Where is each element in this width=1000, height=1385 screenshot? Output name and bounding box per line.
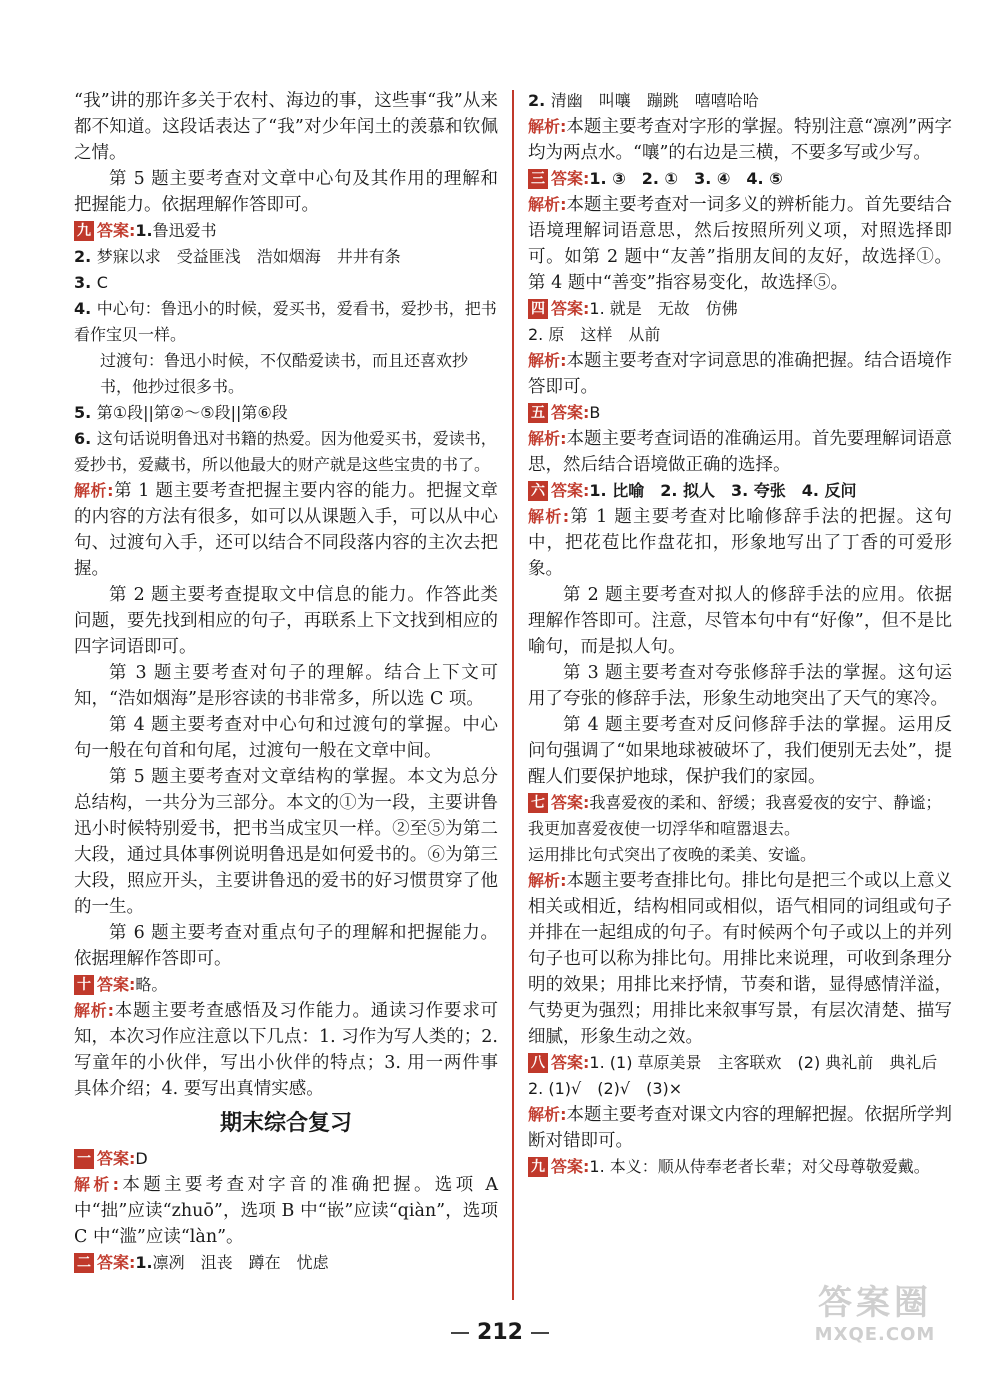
analysis-text: 本题主要考查词语的准确运用。首先要理解词语意思，然后结合语境做正确的选择。	[528, 429, 952, 475]
answer-text: 第①段||第②～⑤段||第⑥段	[96, 403, 288, 422]
answer-line: 九 答案:1.鲁迅爱书	[74, 218, 498, 244]
answer-text: 略。	[135, 975, 168, 994]
analysis-label: 解析	[74, 1175, 113, 1194]
answer-label: 答案	[551, 1157, 584, 1176]
answer-label: 答案	[551, 299, 584, 318]
analysis-text: 本题主要考查对课文内容的理解把握。依据所学判断对错即可。	[528, 1105, 952, 1151]
question-badge: 一	[74, 1149, 94, 1169]
answer-line: 一 答案:D	[74, 1146, 498, 1172]
question-badge: 二	[74, 1253, 94, 1273]
analysis-paragraph: 解析:本题主要考查词语的准确运用。首先要理解词语意思，然后结合语境做正确的选择。	[528, 429, 952, 475]
answer-line	[528, 88, 952, 114]
intro-paragraph: 第 5 题主要考查对文章中心句及其作用的理解和把握能力。依据理解作答即可。	[74, 169, 498, 215]
answer-line: 五 答案:B	[528, 400, 952, 426]
analysis-paragraph: 解析:本题主要考查对字词意思的准确把握。结合语境作答即可。	[528, 351, 952, 397]
analysis-paragraph: 解析:本题主要考查对字形的掌握。特别注意“凛冽”两字均为两点水。“嚷”的右边是三横，不要多写或少写。	[528, 117, 952, 163]
analysis-paragraph: 解析:本题主要考查对课文内容的理解把握。依据所学判断对错即可。	[528, 1105, 952, 1151]
answer-text: 2. 原 这样 从前	[528, 325, 661, 344]
answer-text: 1. (1) 草原美景 主客联欢 (2) 典礼前 典礼后	[589, 1053, 938, 1072]
analysis-label: 解析	[528, 507, 563, 526]
analysis-text: 本题主要考查排比句。排比句是把三个或以上意义相关或相近，结构相同或相似，语气相同的词组或句子并排在一起组成的句子。有时候两个句子或以上的并列句子也可以称为排比句。用排比来说理，可收到条理分明的效果；用排比来抒情，节奏和谐，显得感情洋溢，气势更为强烈；用排比来叙事写景，有层次清楚、描写细腻，形象生动之效。	[528, 871, 952, 1047]
analysis-text: 第 1 题主要考查对比喻修辞手法的把握。这句中，把花苞比作盘花扣，形象地写出了丁香的可爱形象。	[528, 507, 952, 579]
answer-line: 四 答案:1. 就是 无故 仿佛	[528, 296, 952, 322]
analysis-paragraph: 解析:本题主要考查对字音的准确把握。选项 A 中“拙”应读“zhuō”，选项 B 中“嵌”应读“qiàn”，选项 C 中“滥”应读“làn”。	[74, 1175, 498, 1247]
answer-line	[74, 426, 498, 478]
answer-label: 答案	[551, 481, 584, 500]
answer-text: 这句话说明鲁迅对书籍的热爱。因为他爱买书，爱读书，爱抄书，爱藏书，所以他最大的财产就是这些宝贵的书了。	[74, 429, 497, 474]
answer-num: 2.	[74, 247, 92, 266]
analysis-text: 第 1 题主要考查把握主要内容的能力。把握文章的内容的方法有很多，如可以从课题入手，可以从中心句、过渡句入手，还可以结合不同段落内容的主次去把握。	[74, 481, 498, 579]
answer-label: 答案	[97, 1149, 130, 1168]
analysis-label: 解析	[528, 1105, 561, 1124]
answer-text: 过渡句：鲁迅小时候，不仅酷爱读书，而且还喜欢抄书，他抄过很多书。	[100, 351, 469, 396]
question-badge: 六	[528, 481, 548, 501]
section-title: 期末综合复习	[219, 1111, 352, 1136]
answer-text: 我喜爱夜的柔和、舒缓；我喜爱夜的安宁、静谧；我更加喜爱夜使一切浮华和喧嚣退去。	[528, 793, 942, 838]
analysis-label: 解析	[528, 351, 561, 370]
question-badge: 九	[528, 1157, 548, 1177]
analysis-text: 本题主要考查感悟及习作能力。通读习作要求可知，本次习作应注意以下几点：1. 习作为写人类的；2. 写童年的小伙伴，写出小伙伴的特点；3. 用一两件事具体介绍；4. 要写出真情实感。	[74, 1001, 498, 1099]
analysis-paragraph: 解析:第 1 题主要考查把握主要内容的能力。把握文章的内容的方法有很多，如可以从课题入手，可以从中心句、过渡句入手，还可以结合不同段落内容的主次去把握。	[74, 481, 498, 579]
answer-label: 答案	[551, 1053, 584, 1072]
analysis-paragraph: 解析:本题主要考查排比句。排比句是把三个或以上意义相关或相近，结构相同或相似，语气相同的词组或句子并排在一起组成的句子。有时候两个句子或以上的并列句子也可以称为排比句。用排比来说理，可收到条理分明的效果；用排比来抒情，节奏和谐，显得感情洋溢，气势更为强烈；用排比来叙事写景，有层次清楚、描写细腻，形象生动之效。	[528, 871, 952, 1047]
analysis-paragraph: 解析:本题主要考查感悟及习作能力。通读习作要求可知，本次习作应注意以下几点：1. 习作为写人类的；2. 写童年的小伙伴，写出小伙伴的特点；3. 用一两件事具体介绍；4. 要写出真情实感。	[74, 1001, 498, 1099]
answer-label: 答案	[551, 169, 584, 188]
question-badge: 三	[528, 169, 548, 189]
answer-text: 2. (1)√ (2)√ (3)×	[528, 1079, 683, 1098]
question-badge: 四	[528, 299, 548, 319]
question-badge: 五	[528, 403, 548, 423]
answer-text: 中心句：鲁迅小的时候，爱买书，爱看书，爱抄书，把书看作宝贝一样。	[74, 299, 497, 344]
answer-text: 鲁迅爱书	[152, 221, 217, 240]
analysis-paragraph: 第 4 题主要考查对反问修辞手法的掌握。运用反问句强调了“如果地球被破坏了，我们便别无去处”，提醒人们要保护地球，保护我们的家园。	[528, 715, 952, 787]
analysis-label: 解析	[528, 871, 561, 890]
analysis-label: 解析	[528, 429, 561, 448]
answer-text: 凛冽 沮丧 蹲在 忧虑	[152, 1253, 329, 1272]
answer-line: 八 答案:1. (1) 草原美景 主客联欢 (2) 典礼前 典礼后	[528, 1050, 952, 1076]
left-column	[74, 88, 498, 1276]
answer-line: 三 答案:1. ③ 2. ① 3. ④ 4. ⑤	[528, 166, 952, 192]
analysis-paragraph: 解析:第 1 题主要考查对比喻修辞手法的把握。这句中，把花苞比作盘花扣，形象地写出了丁香的可爱形象。	[528, 507, 952, 579]
analysis-text: 本题主要考查对一词多义的辨析能力。首先要结合语境理解词语意思，然后按照所列义项，对照选择即可。如第 2 题中“友善”指朋友间的友好，故选择①。第 4 题中“善变”指容易变化，故选择⑤。	[528, 195, 952, 293]
analysis-paragraph: 解析:本题主要考查对一词多义的辨析能力。首先要结合语境理解词语意思，然后按照所列义项，对照选择即可。如第 2 题中“友善”指朋友间的友好，故选择①。第 4 题中“善变”指容易变化，故选择⑤。	[528, 195, 952, 293]
answer-num: 2.	[528, 91, 546, 110]
answer-line: 十 答案:略。	[74, 972, 498, 998]
answer-text: B	[589, 403, 601, 422]
answer-num: 3.	[74, 273, 92, 292]
answer-line	[528, 1076, 952, 1102]
analysis-label: 解析	[528, 117, 561, 136]
answer-line	[74, 400, 498, 426]
analysis-paragraph: 第 5 题主要考查对文章结构的掌握。本文为总分总结构，一共分为三部分。本文的①为一段，主要讲鲁迅小时候特别爱书，把书当成宝贝一样。②至⑤为第二大段，通过具体事例说明鲁迅是如何爱书的。⑥为第三大段，照应开头，主要讲鲁迅的爱书的好习惯贯穿了他的一生。	[74, 767, 498, 917]
answer-num: 6.	[74, 429, 92, 448]
analysis-text: 本题主要考查对字词意思的准确把握。结合语境作答即可。	[528, 351, 952, 397]
answer-line	[74, 296, 498, 348]
answer-text: D	[135, 1149, 148, 1168]
answer-line: 九 答案:1. 本义：顺从侍奉老者长辈；对父母尊敬爱戴。	[528, 1154, 952, 1180]
answer-line: 七 答案:我喜爱夜的柔和、舒缓；我喜爱夜的安宁、静谧；我更加喜爱夜使一切浮华和喧嚣退去。	[528, 793, 942, 838]
analysis-paragraph: 第 3 题主要考查对夸张修辞手法的掌握。这句运用了夸张的修辞手法，形象生动地突出了天气的寒冷。	[528, 663, 952, 709]
answer-text: 1. ③ 2. ① 3. ④ 4. ⑤	[589, 169, 783, 188]
question-badge: 九	[74, 221, 94, 241]
answer-num: 4.	[74, 299, 92, 318]
answer-label: 答案	[97, 221, 130, 240]
analysis-label: 解析	[74, 1001, 108, 1020]
analysis-paragraph: 第 2 题主要考查对拟人的修辞手法的应用。依据理解作答即可。注意，尽管本句中有“好像”，但不是比喻句，而是拟人句。	[528, 585, 952, 657]
question-badge: 八	[528, 1053, 548, 1073]
analysis-paragraph: 第 3 题主要考查对句子的理解。结合上下文可知，“浩如烟海”是形容读的书非常多，所以选 C 项。	[74, 663, 498, 709]
answer-text: 梦寐以求 受益匪浅 浩如烟海 井井有条	[96, 247, 401, 266]
answer-num: 5.	[74, 403, 92, 422]
analysis-text: 本题主要考查对字音的准确把握。选项 A 中“拙”应读“zhuō”，选项 B 中“嵌”应读“qiàn”，选项 C 中“滥”应读“làn”。	[74, 1175, 498, 1247]
answer-label: 答案	[97, 1253, 130, 1272]
analysis-text: 本题主要考查对字形的掌握。特别注意“凛冽”两字均为两点水。“嚷”的右边是三横，不要多写或少写。	[528, 117, 952, 163]
answer-text: 运用排比句式突出了夜晚的柔美、安谧。	[528, 845, 817, 864]
answer-num: 1.	[135, 221, 153, 240]
watermark-text: 答案圈	[818, 1283, 932, 1323]
answer-num: 1.	[135, 1253, 153, 1272]
answer-label: 答案	[551, 403, 584, 422]
answer-label: 答案	[97, 975, 130, 994]
column-divider	[512, 90, 514, 1300]
analysis-paragraph: 第 2 题主要考查提取文中信息的能力。作答此类问题，要先找到相应的句子，再联系上下文找到相应的四字词语即可。	[74, 585, 498, 657]
answer-text: C	[96, 273, 108, 292]
answer-line	[528, 322, 952, 348]
question-badge: 十	[74, 975, 94, 995]
answer-line: 二 答案:1.凛冽 沮丧 蹲在 忧虑	[74, 1250, 498, 1276]
right-column	[528, 88, 952, 1180]
analysis-label: 解析	[74, 481, 108, 500]
question-badge: 七	[528, 793, 548, 813]
answer-text: 1. 就是 无故 仿佛	[589, 299, 738, 318]
watermark-logo	[790, 1275, 960, 1345]
intro-paragraph: “我”讲的那许多关于农村、海边的事，这些事“我”从来都不知道。这段话表达了“我”对少年闰土的羡慕和钦佩之情。	[74, 91, 498, 163]
analysis-paragraph: 第 4 题主要考查对中心句和过渡句的掌握。中心句一般在句首和句尾，过渡句一般在文章中间。	[74, 715, 498, 761]
answer-text: 1. 本义：顺从侍奉老者长辈；对父母尊敬爱戴。	[589, 1157, 930, 1176]
answer-line	[74, 348, 498, 400]
watermark-url: MXQE.COM	[814, 1324, 936, 1345]
analysis-paragraph: 第 6 题主要考查对重点句子的理解和把握能力。依据理解作答即可。	[74, 923, 498, 969]
answer-label: 答案	[551, 793, 584, 812]
answer-line: 六 答案:1. 比喻 2. 拟人 3. 夸张 4. 反问	[528, 478, 952, 504]
answer-line	[528, 842, 952, 868]
answer-text: 1. 比喻 2. 拟人 3. 夸张 4. 反问	[589, 481, 857, 500]
answer-line	[74, 244, 498, 270]
answer-text: 清幽 叫嚷 蹦跳 嘻嘻哈哈	[550, 91, 759, 110]
page-number-text: 212	[477, 1320, 523, 1345]
analysis-label: 解析	[528, 195, 561, 214]
answer-line	[74, 270, 498, 296]
